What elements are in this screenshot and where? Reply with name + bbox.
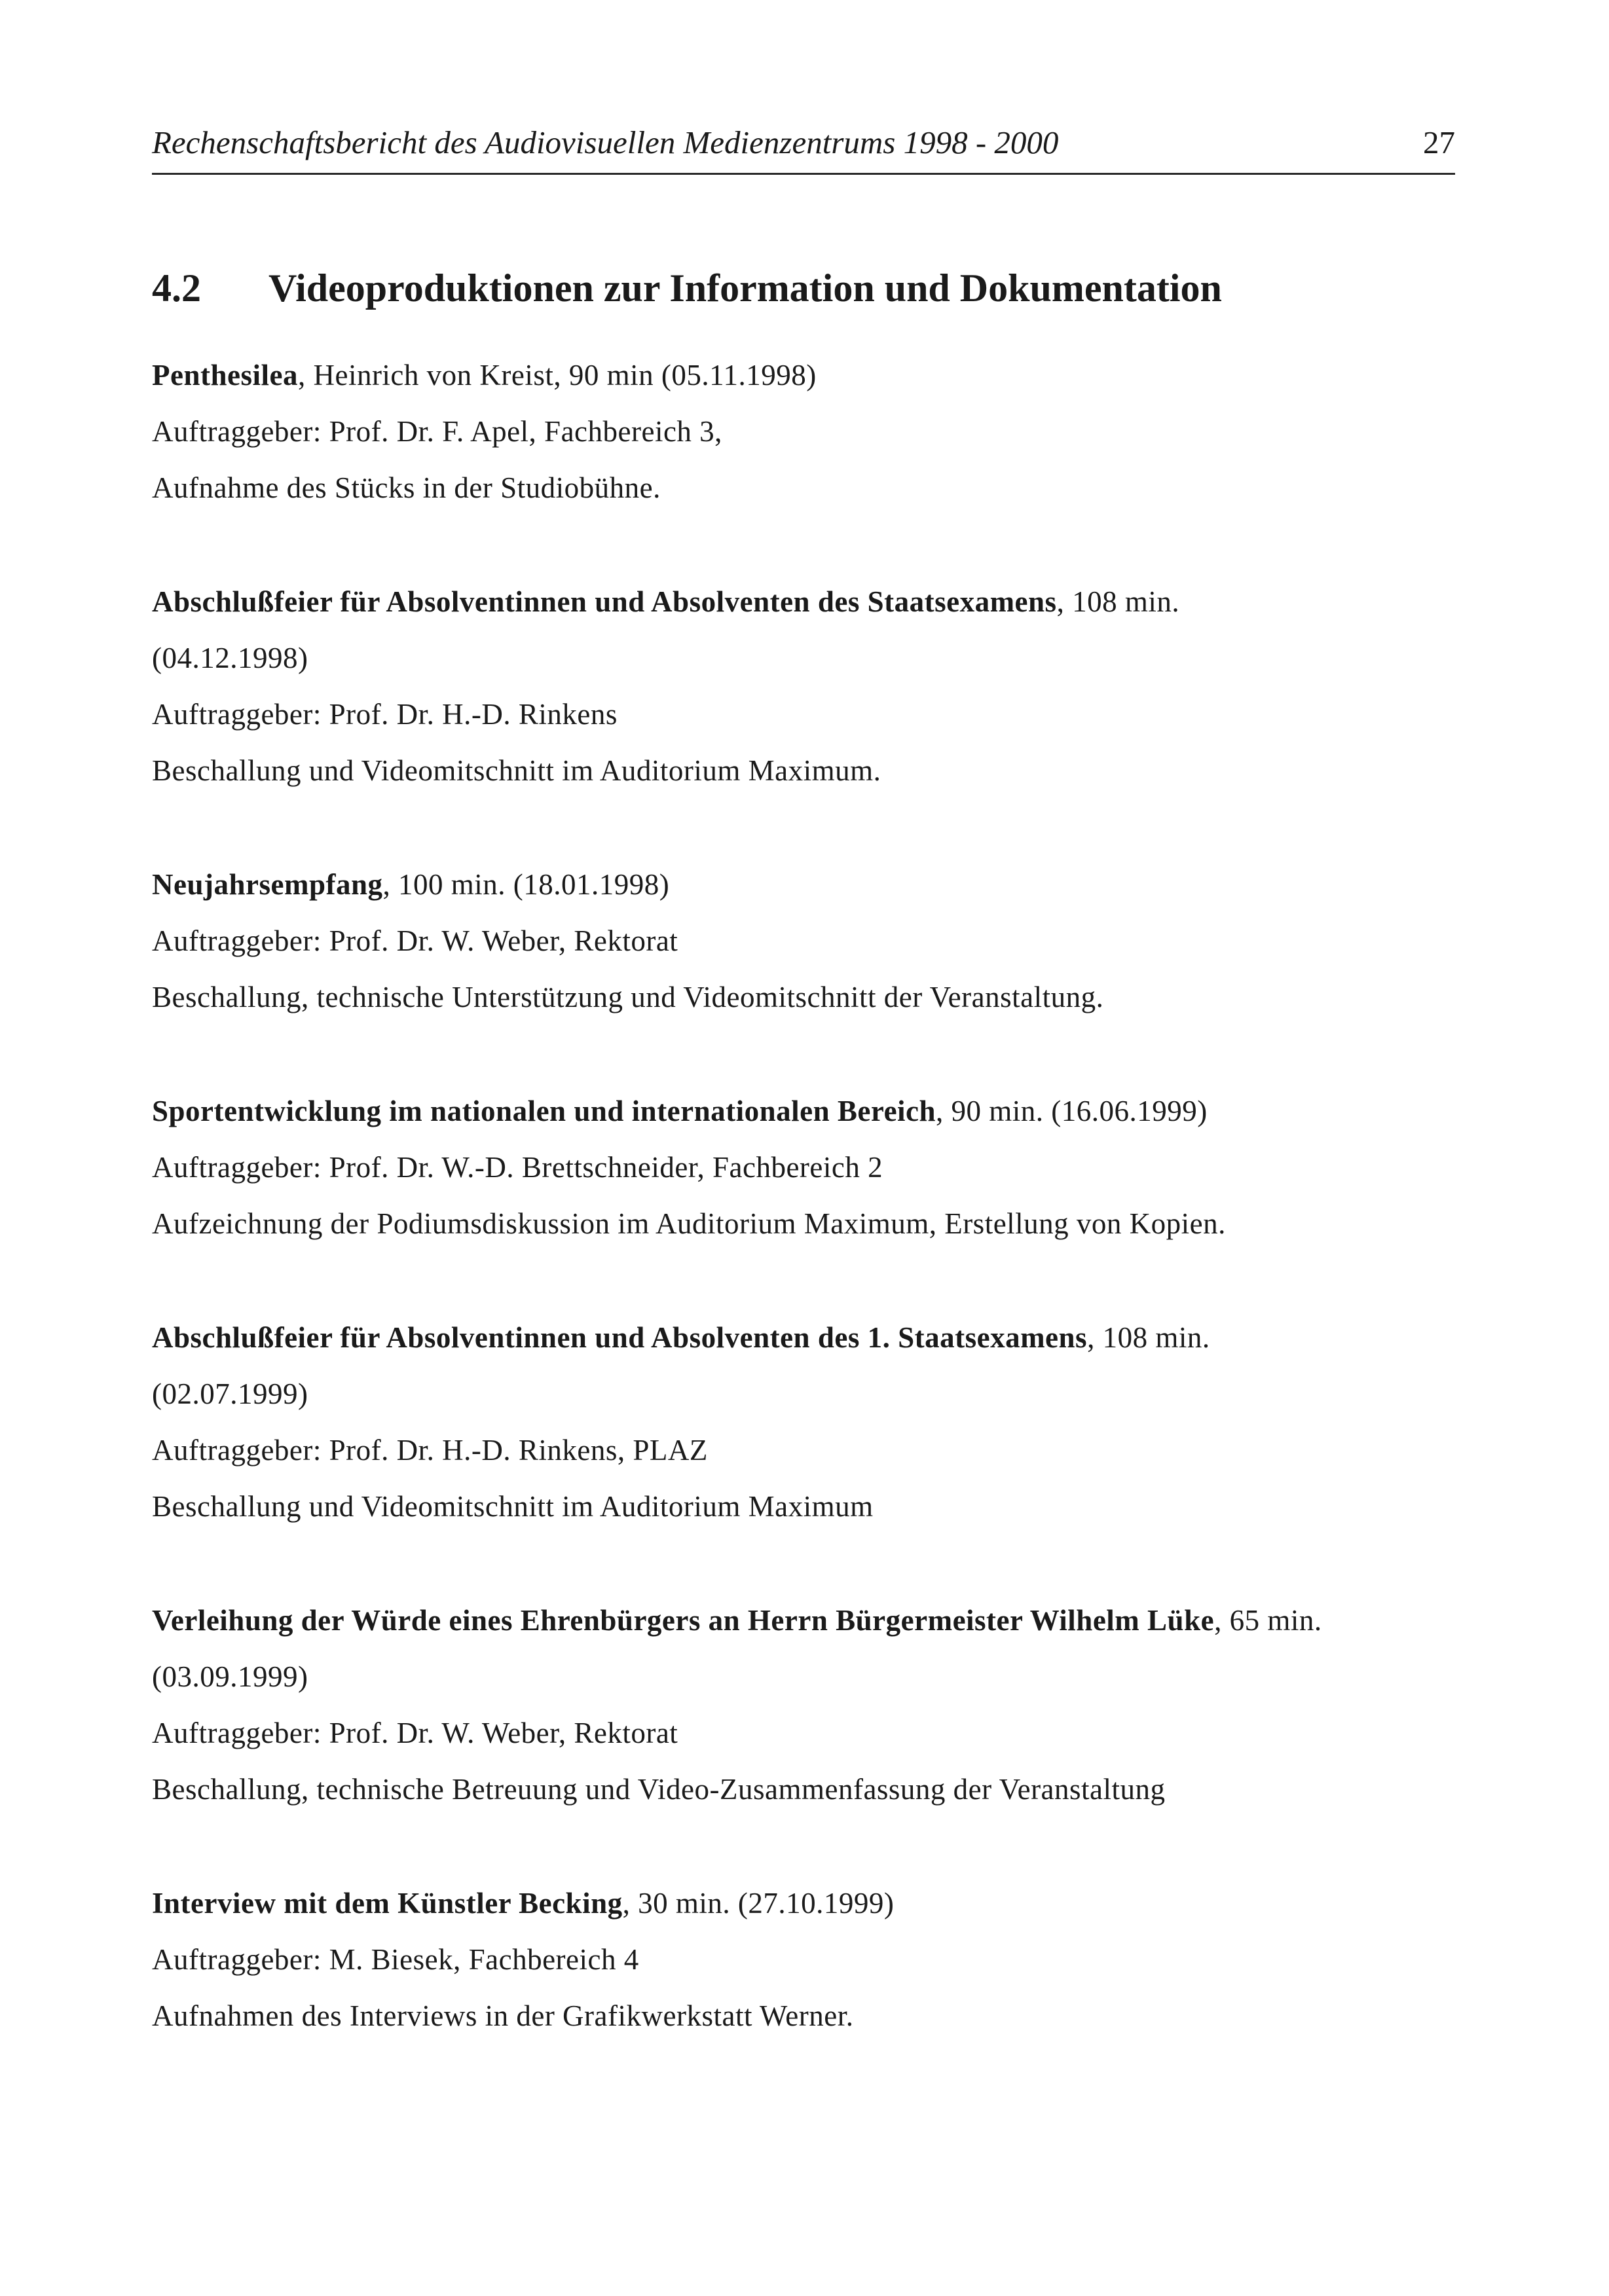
entry-line: Auftraggeber: Prof. Dr. H.-D. Rinkens (152, 698, 618, 731)
entry-heading-line (152, 1592, 1462, 1649)
entry-details: , 108 min. (1087, 1321, 1210, 1354)
section-title: Videoproduktionen zur Information und Dokumentation (268, 266, 1222, 310)
entry-heading-line (152, 1875, 1462, 1931)
entry-title: Abschlußfeier für Absolventinnen und Absolventen des Staatsexamens (152, 585, 1057, 618)
entry-line: Beschallung und Videomitschnitt im Auditorium Maximum. (152, 754, 881, 787)
entry-line: Auftraggeber: M. Biesek, Fachbereich 4 (152, 1943, 639, 1976)
running-title: Rechenschaftsbericht des Audiovisuellen Medienzentrums 1998 - 2000 (152, 124, 1059, 160)
production-entry (152, 1592, 1462, 1817)
entry-title: Interview mit dem Künstler Becking (152, 1887, 623, 1920)
production-entry (152, 1083, 1462, 1252)
entry-line: (04.12.1998) (152, 642, 308, 674)
production-entry (152, 1875, 1462, 2044)
entry-details: , 30 min. (27.10.1999) (622, 1887, 895, 1920)
entry-heading-line (152, 1083, 1462, 1139)
production-entry (152, 347, 1462, 516)
entry-heading-line (152, 856, 1462, 913)
entry-details: , 100 min. (18.01.1998) (382, 868, 670, 901)
entry-line: Auftraggeber: Prof. Dr. F. Apel, Fachbereich 3, (152, 415, 722, 448)
production-entry (152, 574, 1462, 799)
entry-line: Aufzeichnung der Podiumsdiskussion im Auditorium Maximum, Erstellung von Kopien. (152, 1207, 1226, 1240)
entry-details: , 90 min. (16.06.1999) (936, 1095, 1208, 1127)
section-heading (152, 262, 1222, 314)
entry-title: Verleihung der Würde eines Ehrenbürgers an Herrn Bürgermeister Wilhelm Lüke (152, 1604, 1215, 1637)
section-number: 4.2 (152, 266, 201, 310)
entry-line: Aufnahmen des Interviews in der Grafikwerkstatt Werner. (152, 1999, 854, 2032)
entry-details: , Heinrich von Kreist, 90 min (05.11.1998) (297, 359, 817, 392)
entry-line: Beschallung und Videomitschnitt im Auditorium Maximum (152, 1490, 874, 1523)
entry-details: , 65 min. (1214, 1604, 1322, 1637)
entry-line: (03.09.1999) (152, 1660, 308, 1693)
entry-heading-line (152, 1309, 1462, 1366)
entry-title: Sportentwicklung im nationalen und internationalen Bereich (152, 1095, 936, 1127)
entry-title: Abschlußfeier für Absolventinnen und Absolventen des 1. Staatsexamens (152, 1321, 1088, 1354)
entry-line: (02.07.1999) (152, 1377, 308, 1410)
entry-heading-line (152, 347, 1462, 403)
page-number: 27 (1423, 124, 1455, 160)
entry-line: Auftraggeber: Prof. Dr. H.-D. Rinkens, PLAZ (152, 1434, 708, 1467)
entry-line: Auftraggeber: Prof. Dr. W. Weber, Rektorat (152, 924, 678, 957)
running-header (152, 118, 1455, 175)
entry-line: Auftraggeber: Prof. Dr. W.-D. Brettschneider, Fachbereich 2 (152, 1151, 883, 1184)
entry-line: Beschallung, technische Betreuung und Video-Zusammenfassung der Veranstaltung (152, 1773, 1166, 1806)
entry-title: Neujahrsempfang (152, 868, 383, 901)
entry-line: Auftraggeber: Prof. Dr. W. Weber, Rektorat (152, 1717, 678, 1749)
production-entry (152, 856, 1462, 1025)
entry-title: Penthesilea (152, 359, 298, 392)
entry-line: Aufnahme des Stücks in der Studiobühne. (152, 471, 661, 504)
entry-details: , 108 min. (1056, 585, 1180, 618)
production-list (152, 347, 1462, 2102)
entry-line: Beschallung, technische Unterstützung und Videomitschnitt der Veranstaltung. (152, 981, 1104, 1013)
entry-heading-line (152, 574, 1462, 630)
production-entry (152, 1309, 1462, 1535)
